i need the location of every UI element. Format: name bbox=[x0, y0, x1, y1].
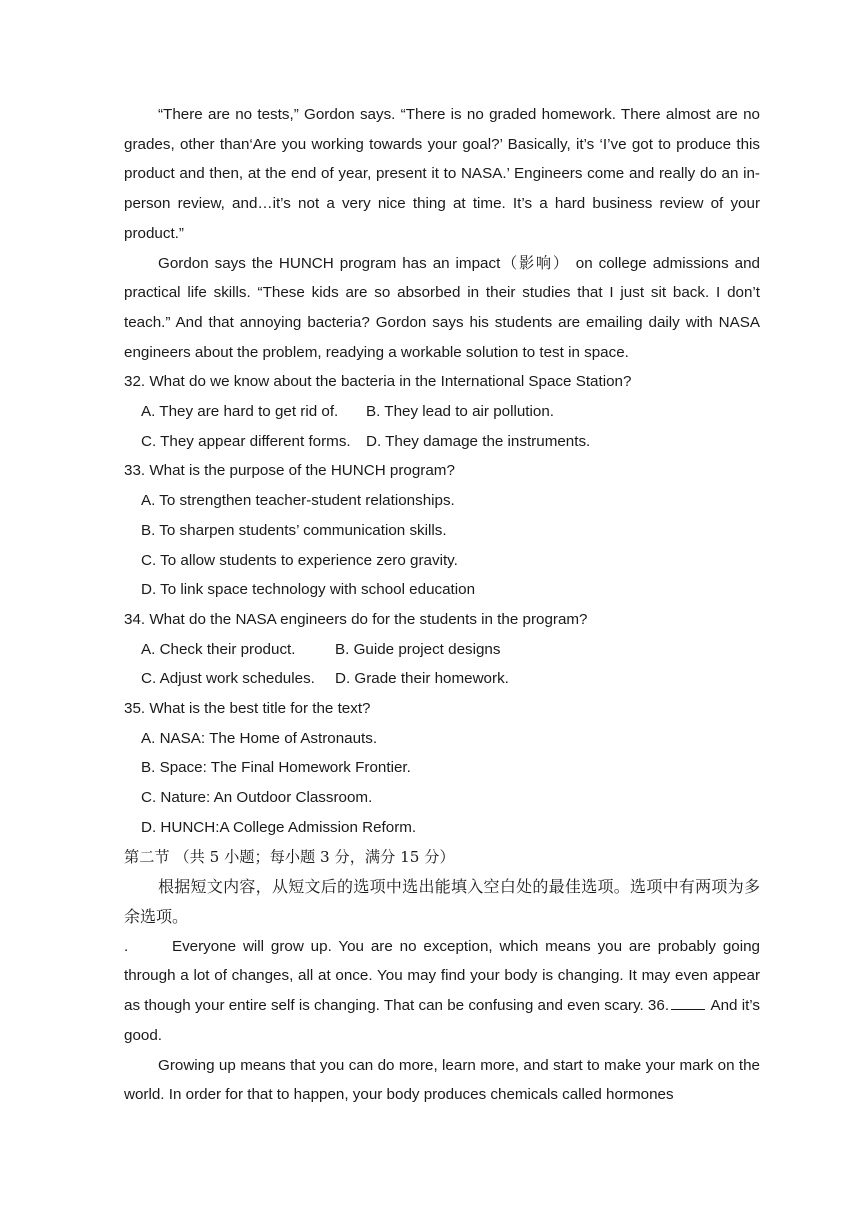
option-b: B. They lead to air pollution. bbox=[366, 403, 554, 421]
passage2-paragraph-1-text: Everyone will grow up. You are no exception, which means you are probably going through a lot of changes, all at once. You may find your body is changing. It may even appear as though your entire self is changing. That can be confusing and even scary. bbox=[124, 937, 760, 1015]
option-a: A. They are hard to get rid of. bbox=[141, 403, 339, 421]
section-instruction: 根据短文内容，从短文后的选项中选出能填入空白处的最佳选项。选项中有两项为多余选项。 bbox=[124, 877, 760, 926]
question-35 bbox=[124, 694, 760, 843]
question-33-stem: 33. What is the purpose of the HUNCH program? bbox=[124, 462, 455, 480]
option-d: D. They damage the instruments. bbox=[366, 432, 591, 450]
document-page bbox=[124, 100, 760, 1110]
option-b: B. Space: The Final Homework Frontier. bbox=[141, 759, 411, 777]
question-32 bbox=[124, 367, 760, 456]
passage-paragraph-2: Gordon says the HUNCH program has an impact（影响） on college admissions and practical life skills. “These kids are so absorbed in their studies that I just sit back. I don’t teach.” And that annoying bacteria? Gordon says his students are emailing daily with NASA engineers about the problem, readying a workable solution to test in space. bbox=[124, 254, 760, 361]
option-d: D. Grade their homework. bbox=[335, 670, 509, 688]
passage2-paragraph-2: Growing up means that you can do more, learn more, and start to make your mark on the world. In order for that to happen, your body produces chemicals called hormones bbox=[124, 1056, 760, 1104]
question-32-stem: 32. What do we know about the bacteria in the International Space Station? bbox=[124, 373, 632, 391]
option-a: A. Check their product. bbox=[141, 640, 296, 658]
question-34-stem: 34. What do the NASA engineers do for the students in the program? bbox=[124, 610, 588, 628]
passage2-paragraph-1 bbox=[124, 932, 760, 1051]
option-d: D. To link space technology with school education bbox=[141, 581, 476, 599]
option-c: C. They appear different forms. bbox=[141, 432, 351, 450]
option-c: C. Adjust work schedules. bbox=[141, 670, 315, 688]
option-c: C. To allow students to experience zero gravity. bbox=[141, 551, 458, 569]
question-32-options-row-1 bbox=[124, 397, 760, 427]
question-34-options-row-1 bbox=[124, 635, 760, 665]
blank-following-text: And it’s good. bbox=[124, 997, 760, 1044]
question-33 bbox=[124, 456, 760, 605]
option-d: D. HUNCH:A College Admission Reform. bbox=[141, 818, 417, 836]
passage-paragraph-1: “There are no tests,” Gordon says. “There is no graded homework. There almost are no grades, other than‘Are you working towards your goal?’ Basically, it’s ‘I’ve got to produce this product and then, at the end of year, present it to NASA.’ Engineers come and really do an in-person review, and…it’s not a very nice thing at time. It’s a hard business review of your product.” bbox=[124, 106, 760, 242]
section-heading: 第二节 （共 5 小题；每小题 3 分，满分 15 分） bbox=[124, 847, 455, 866]
option-a: A. To strengthen teacher-student relationships. bbox=[141, 492, 455, 510]
question-32-options-row-2 bbox=[124, 427, 760, 457]
option-a: A. NASA: The Home of Astronauts. bbox=[141, 729, 378, 747]
blank-number: 36. bbox=[647, 997, 670, 1015]
option-b: B. To sharpen students’ communication skills. bbox=[141, 521, 447, 539]
question-34-options-row-2 bbox=[124, 664, 760, 694]
question-35-stem: 35. What is the best title for the text? bbox=[124, 700, 371, 718]
lead-mark: . bbox=[124, 937, 129, 955]
answer-blank-36 bbox=[671, 995, 705, 1010]
option-b: B. Guide project designs bbox=[335, 640, 501, 658]
option-c: C. Nature: An Outdoor Classroom. bbox=[141, 789, 373, 807]
question-34 bbox=[124, 605, 760, 694]
